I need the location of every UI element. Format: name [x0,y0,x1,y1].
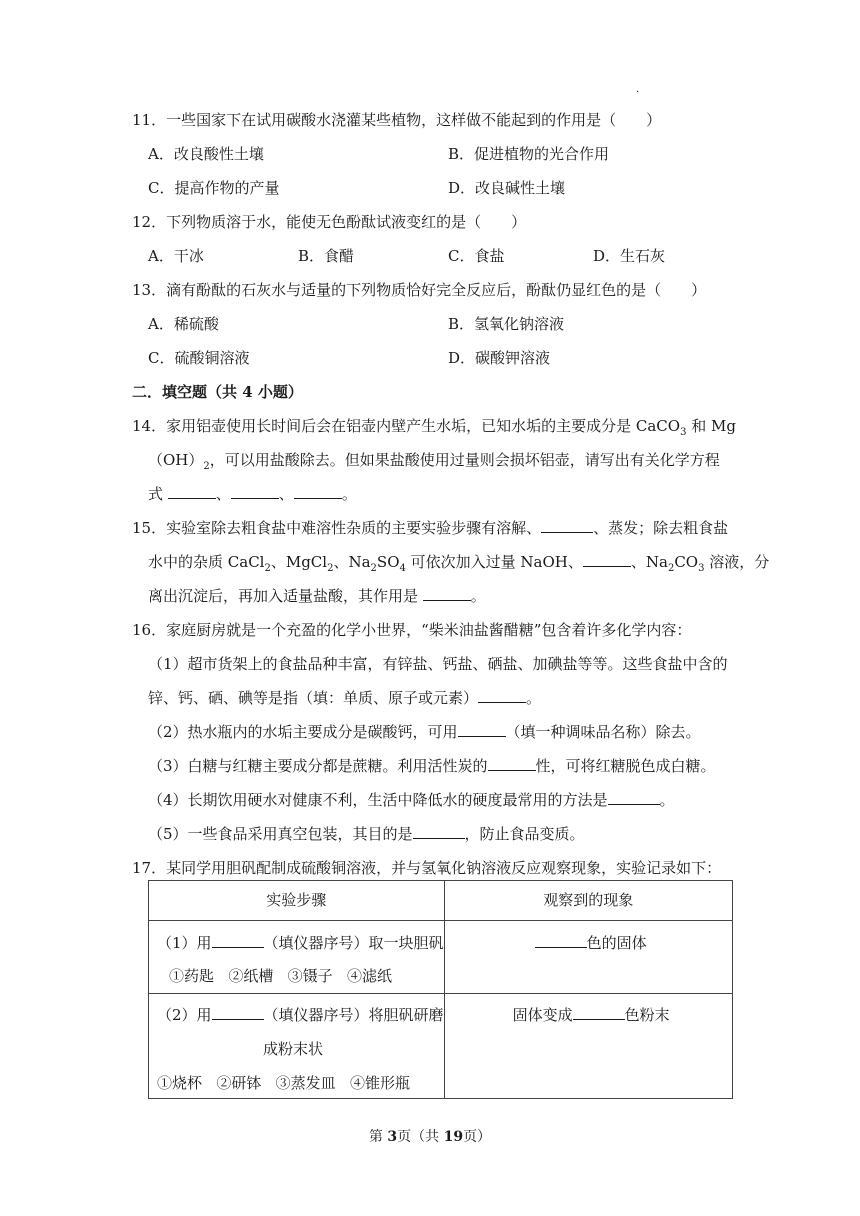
step-2-options [149,1059,444,1093]
observation-2 [445,994,732,1025]
q16-text: （3）白糖与红糖主要成分都是蔗糖。利用活性炭的 [148,757,488,775]
q12-option-b: B．食醋 [298,247,355,265]
q16-part-1-line-1: （1）超市货架上的食盐品种丰富，有锌盐、钙盐、硒盐、加碘盐等等。这些食盐中含的 [148,655,728,673]
q16-text: （4）长期饮用硬水对健康不利，生活中降低水的硬度最常用的方法是 [148,791,608,809]
answer-blank[interactable] [458,722,506,737]
q14-separator: 、 [278,485,294,503]
q15-subscript: 4 [399,563,406,574]
q16-text: 。 [526,689,542,707]
q15-subscript: 3 [698,563,705,574]
footer-total-pages: 19 [443,1129,464,1145]
option-item: ①烧杯 [157,1074,203,1092]
question-15-line-1 [132,518,728,538]
q15-text: 可依次加入过量 NaOH、 [405,553,583,571]
question-12-stem: 12．下列物质溶于水，能使无色酚酞试液变红的是（ ） [132,213,527,231]
q13-option-d: D．碳酸钾溶液 [448,349,551,367]
question-15-line-2 [148,552,769,572]
q14-separator: 、 [215,485,231,503]
answer-blank[interactable] [231,484,279,499]
q15-subscript: 2 [327,563,334,574]
observation-cell [444,921,732,994]
q12-option-d: D．生石灰 [593,247,666,265]
table-row [149,921,733,994]
q15-text: 水中的杂质 CaCl [148,553,265,571]
q11-option-a: A．改良酸性土壤 [148,145,264,163]
q16-part-1-line-2 [148,688,541,708]
q15-text: CO [674,553,699,571]
header-steps: 实验步骤 [266,891,327,909]
q16-text: （5）一些食品采用真空包装，其目的是 [148,825,413,843]
q16-text: ，防止食品变质。 [464,825,585,843]
table-header-row [149,881,733,921]
q15-text: 溶液，分 [704,553,770,571]
q15-text: SO [376,553,400,571]
section-heading [132,382,303,402]
section-heading-count: 4 [242,383,253,401]
page-footer [0,1127,860,1147]
answer-blank[interactable] [168,484,216,499]
section-heading-prefix: 二．填空题（共 [132,383,243,401]
observation-2-suffix: 色粉末 [624,1006,670,1024]
q15-subscript: 2 [370,563,377,574]
table-header-cell [444,881,732,921]
question-16-stem: 16．家庭厨房就是一个充盈的化学小世界，“柴米油盐酱醋糖”包含着许多化学内容： [132,621,692,639]
q16-text: （2）热水瓶内的水垢主要成分是碳酸钙，可用 [148,723,458,741]
option-item: ②纸槽 [228,967,274,985]
answer-blank[interactable] [212,933,264,948]
q13-option-c: C．硫酸铜溶液 [148,349,250,367]
header-observations: 观察到的现象 [543,891,634,909]
table-header-cell [149,881,445,921]
option-item: ④锥形瓶 [349,1074,410,1092]
step-1-options [149,953,444,986]
question-14-line-1 [132,416,736,436]
q11-option-c: C．提高作物的产量 [148,179,280,197]
footer-text: 页（共 [397,1129,444,1145]
observation-2-prefix: 固体变成 [512,1006,573,1024]
answer-blank[interactable] [294,484,342,499]
q16-text: 。 [659,791,675,809]
question-17-stem: 17．某同学用胆矾配制成硫酸铜溶液，并与氢氧化钠溶液反应观察现象，实验记录如下： [132,859,722,877]
q15-text: 、Na [630,553,668,571]
answer-blank[interactable] [608,790,660,805]
q14-text: ，可以用盐酸除去。但如果盐酸使用过量则会损坏铝壶，请写出有关化学方程 [209,451,720,469]
q15-text: 、蒸发；除去粗食盐 [593,519,729,537]
footer-page-number: 3 [387,1129,398,1145]
step-1-prefix: （1）用 [157,934,212,952]
q11-option-d: D．改良碱性土壤 [448,179,566,197]
q14-text: （OH） [148,451,204,469]
observation-cell [444,994,732,1099]
q16-text: 锌、钙、硒、碘等是指（填：单质、原子或元素） [148,689,479,707]
q12-option-a: A．干冰 [148,247,204,265]
q15-text: 、MgCl [270,553,328,571]
q14-subscript: 2 [203,461,210,472]
answer-blank[interactable] [583,552,631,567]
answer-blank[interactable] [535,933,587,948]
footer-text: 页） [463,1129,492,1145]
q14-subscript: 3 [680,427,687,438]
question-14-line-2 [148,450,720,470]
q16-part-4 [148,790,675,810]
option-item: ③镊子 [287,967,333,985]
footer-text: 第 [368,1129,388,1145]
table-row [149,994,733,1099]
answer-blank[interactable] [488,756,536,771]
q14-text: 14．家用铝壶使用长时间后会在铝壶内壁产生水垢，已知水垢的主要成分是 CaCO [132,417,681,435]
answer-blank[interactable] [478,688,526,703]
top-mark: . [636,84,640,95]
question-13-stem: 13．滴有酚酞的石灰水与适量的下列物质恰好完全反应后，酚酞仍显红色的是（ ） [132,281,707,299]
q15-end: 。 [470,587,486,605]
step-1-suffix: （填仪器序号）取一块胆矾 [263,934,444,952]
answer-blank[interactable] [573,1005,625,1020]
step-2-continuation: 成粉末状 [263,1040,324,1058]
option-item: ②研钵 [216,1074,262,1092]
answer-blank[interactable] [212,1005,264,1020]
question-14-line-3 [148,484,357,504]
option-item: ④滤纸 [346,967,392,985]
answer-blank[interactable] [541,518,593,533]
question-15-line-3 [148,586,486,606]
q13-option-a: A．稀硫酸 [148,315,219,333]
step-cell [149,921,445,994]
step-1-text [149,921,444,953]
answer-blank[interactable] [413,824,465,839]
q11-option-b: B．促进植物的光合作用 [448,145,610,163]
q15-subscript: 2 [667,563,675,574]
step-2-suffix: （填仪器序号）将胆矾研磨 [263,1006,444,1024]
q14-end: 。 [341,485,357,503]
q16-part-2 [148,722,701,742]
step-cell [149,994,445,1099]
experiment-record-table [148,880,733,1099]
answer-blank[interactable] [423,586,471,601]
q13-option-b: B．氢氧化钠溶液 [448,315,565,333]
q15-text: 离出沉淀后，再加入适量盐酸，其作用是 [148,587,423,605]
step-2-prefix: （2）用 [157,1006,212,1024]
q16-text: 性，可将红糖脱色成白糖。 [535,757,716,775]
q15-text: 15．实验室除去粗食盐中难溶性杂质的主要实验步骤有溶解、 [132,519,542,537]
observation-1 [445,921,732,953]
q16-part-3 [148,756,716,776]
q16-part-5 [148,824,585,844]
q14-text: 和 Mg [686,417,736,435]
q16-text: （填一种调味品名称）除去。 [505,723,701,741]
section-heading-suffix: 小题） [252,383,303,401]
option-item: ③蒸发皿 [275,1074,336,1092]
question-11-stem: 11．一些国家下在试用碳酸水浇灌某些植物，这样做不能起到的作用是（ ） [132,111,662,129]
option-item: ①药匙 [169,967,215,985]
q14-text: 式 [148,485,168,503]
observation-1-text: 色的固体 [586,934,647,952]
q15-subscript: 2 [264,563,271,574]
q15-text: 、Na [333,553,371,571]
step-2-text [149,994,444,1025]
q12-option-c: C．食盐 [448,247,505,265]
